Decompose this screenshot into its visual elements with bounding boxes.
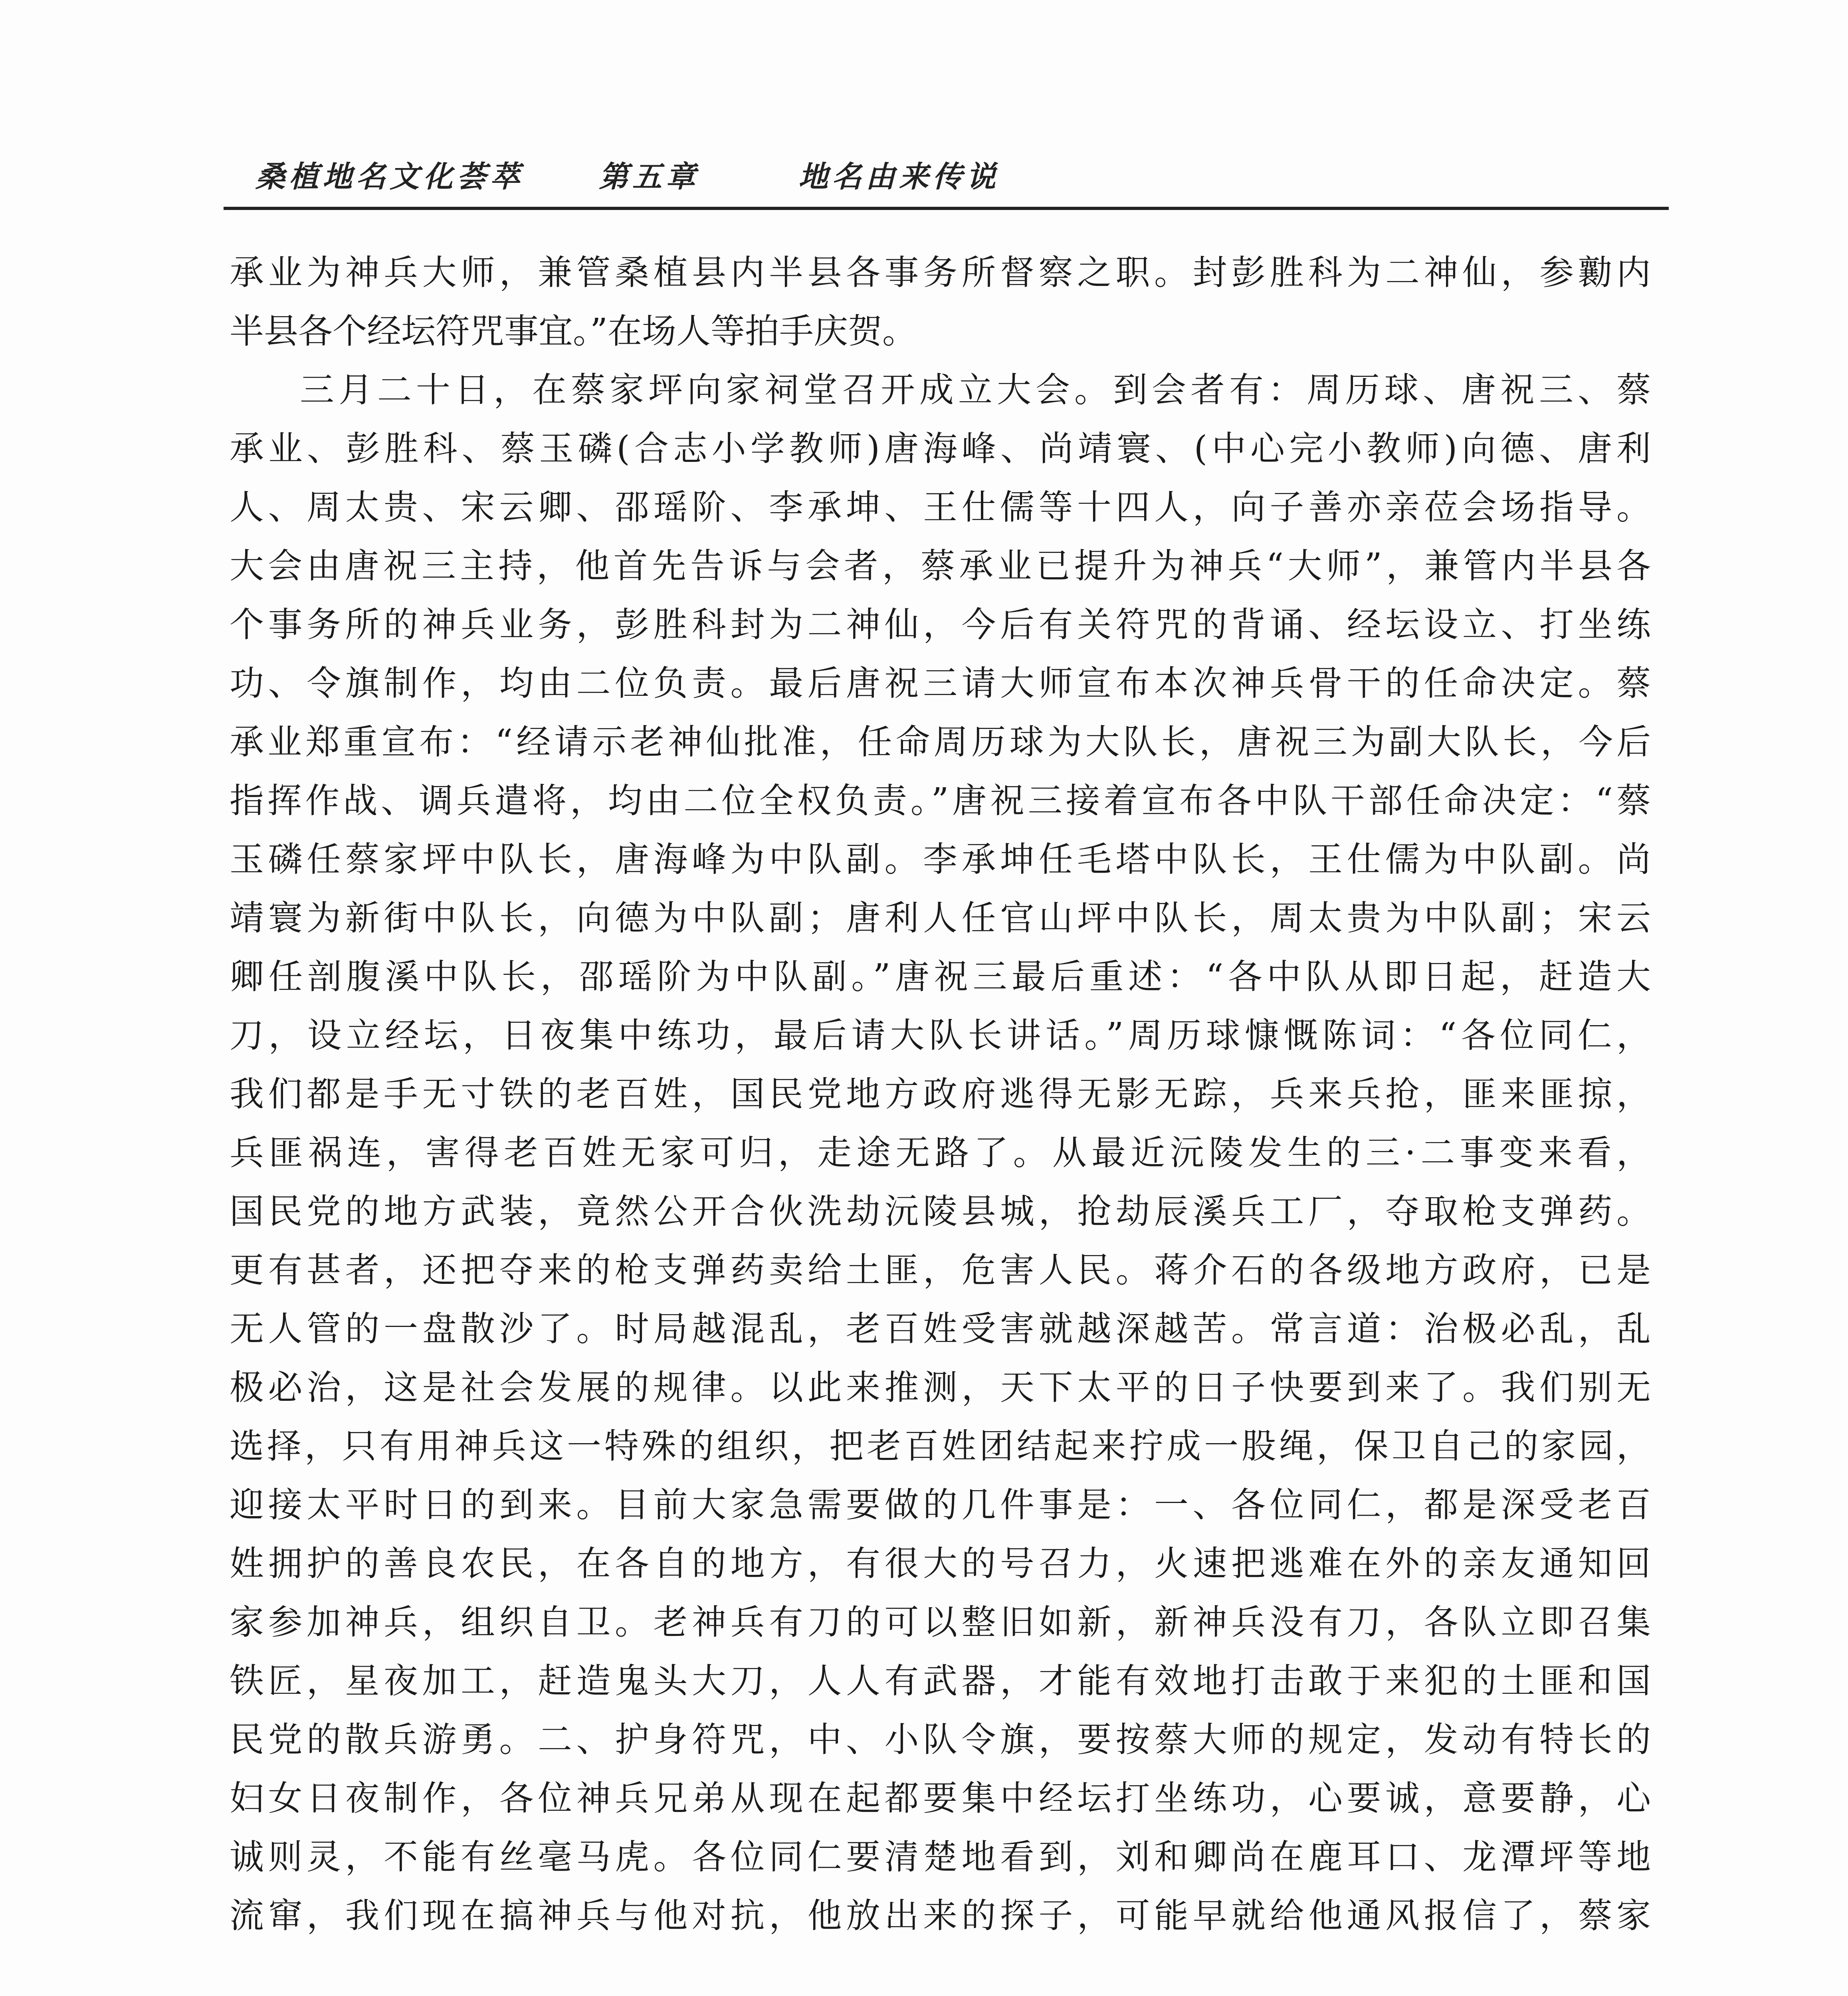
text-line: 姓拥护的善良农民，在各自的地方，有很大的号召力，火速把逃难在外的亲友通知回 [230, 1544, 1651, 1584]
text-line: 妇女日夜制作，各位神兵兄弟从现在起都要集中经坛打坐练功，心要诚，意要静，心 [230, 1778, 1651, 1818]
text-line: 玉磷任蔡家坪中队长，唐海峰为中队副。李承坤任毛塔中队长，王仕儒为中队副。尚 [230, 840, 1651, 879]
running-header [256, 140, 1669, 196]
text-line: 指挥作战、调兵遣将，均由二位全权负责。”唐祝三接着宣布各中队干部任命决定：“蔡 [230, 781, 1651, 821]
text-line: 极必治，这是社会发展的规律。以此来推测，天下太平的日子快要到来了。我们别无 [230, 1368, 1651, 1408]
text-line: 铁匠，星夜加工，赶造鬼头大刀，人人有武器，才能有效地打击敢于来犯的土匪和国 [230, 1661, 1651, 1701]
text-line: 半县各个经坛符咒事宜。”在场人等拍手庆贺。 [230, 311, 917, 351]
text-line: 人、周太贵、宋云卿、邵瑶阶、李承坤、王仕儒等十四人，向子善亦亲莅会场指导。 [230, 487, 1651, 527]
text-line: 诚则灵，不能有丝毫马虎。各位同仁要清楚地看到，刘和卿尚在鹿耳口、龙潭坪等地 [230, 1837, 1651, 1877]
text-line: 无人管的一盘散沙了。时局越混乱，老百姓受害就越深越苦。常言道：治极必乱，乱 [230, 1309, 1651, 1349]
text-line: 承业郑重宣布：“经请示老神仙批准，任命周历球为大队长，唐祝三为副大队长，今后 [230, 722, 1651, 762]
text-line: 更有甚者，还把夺来的枪支弹药卖给土匪，危害人民。蒋介石的各级地方政府，已是 [230, 1250, 1651, 1290]
section-title: 地名由来传说 [798, 160, 1000, 194]
chapter-label: 第五章 [599, 160, 699, 194]
text-line: 民党的散兵游勇。二、护身符咒，中、小队令旗，要按蔡大师的规定，发动有特长的 [230, 1720, 1651, 1760]
header-rule [224, 207, 1669, 210]
text-line: 我们都是手无寸铁的老百姓，国民党地方政府逃得无影无踪，兵来兵抢，匪来匪掠， [230, 1074, 1651, 1114]
text-line: 兵匪祸连，害得老百姓无家可归，走途无路了。从最近沅陵发生的三·二事变来看， [230, 1133, 1651, 1173]
text-line: 卿任剖腹溪中队长，邵瑶阶为中队副。”唐祝三最后重述：“各中队从即日起，赶造大 [230, 957, 1651, 997]
text-line: 选择，只有用神兵这一特殊的组织，把老百姓团结起来拧成一股绳，保卫自己的家园， [230, 1426, 1651, 1466]
body-text [230, 244, 1651, 1945]
text-line: 流窜，我们现在搞神兵与他对抗，他放出来的探子，可能早就给他通风报信了，蔡家 [230, 1896, 1651, 1936]
text-line: 功、令旗制作，均由二位负责。最后唐祝三请大师宣布本次神兵骨干的任命决定。蔡 [230, 663, 1651, 703]
book-title: 桑植地名文化荟萃 [256, 160, 524, 194]
text-line: 迎接太平时日的到来。目前大家急需要做的几件事是：一、各位同仁，都是深受老百 [230, 1485, 1651, 1525]
text-line: 个事务所的神兵业务，彭胜科封为二神仙，今后有关符咒的背诵、经坛设立、打坐练 [230, 605, 1651, 645]
text-line: 刀，设立经坛，日夜集中练功，最后请大队长讲话。”周历球慷慨陈词：“各位同仁， [230, 1016, 1651, 1055]
text-line: 承业为神兵大师，兼管桑植县内半县各事务所督察之职。封彭胜科为二神仙，参勷内 [230, 253, 1651, 293]
text-line: 承业、彭胜科、蔡玉磷(合志小学教师)唐海峰、尚靖寰、(中心完小教师)向德、唐利 [230, 429, 1651, 469]
text-line: 大会由唐祝三主持，他首先告诉与会者，蔡承业已提升为神兵“大师”，兼管内半县各 [230, 546, 1651, 586]
text-line: 国民党的地方武装，竟然公开合伙洗劫沅陵县城，抢劫辰溪兵工厂，夺取枪支弹药。 [230, 1192, 1651, 1232]
text-line: 三月二十日，在蔡家坪向家祠堂召开成立大会。到会者有：周历球、唐祝三、蔡 [300, 370, 1651, 410]
text-line: 靖寰为新街中队长，向德为中队副；唐利人任官山坪中队长，周太贵为中队副；宋云 [230, 898, 1651, 938]
text-line: 家参加神兵，组织自卫。老神兵有刀的可以整旧如新，新神兵没有刀，各队立即召集 [230, 1602, 1651, 1642]
